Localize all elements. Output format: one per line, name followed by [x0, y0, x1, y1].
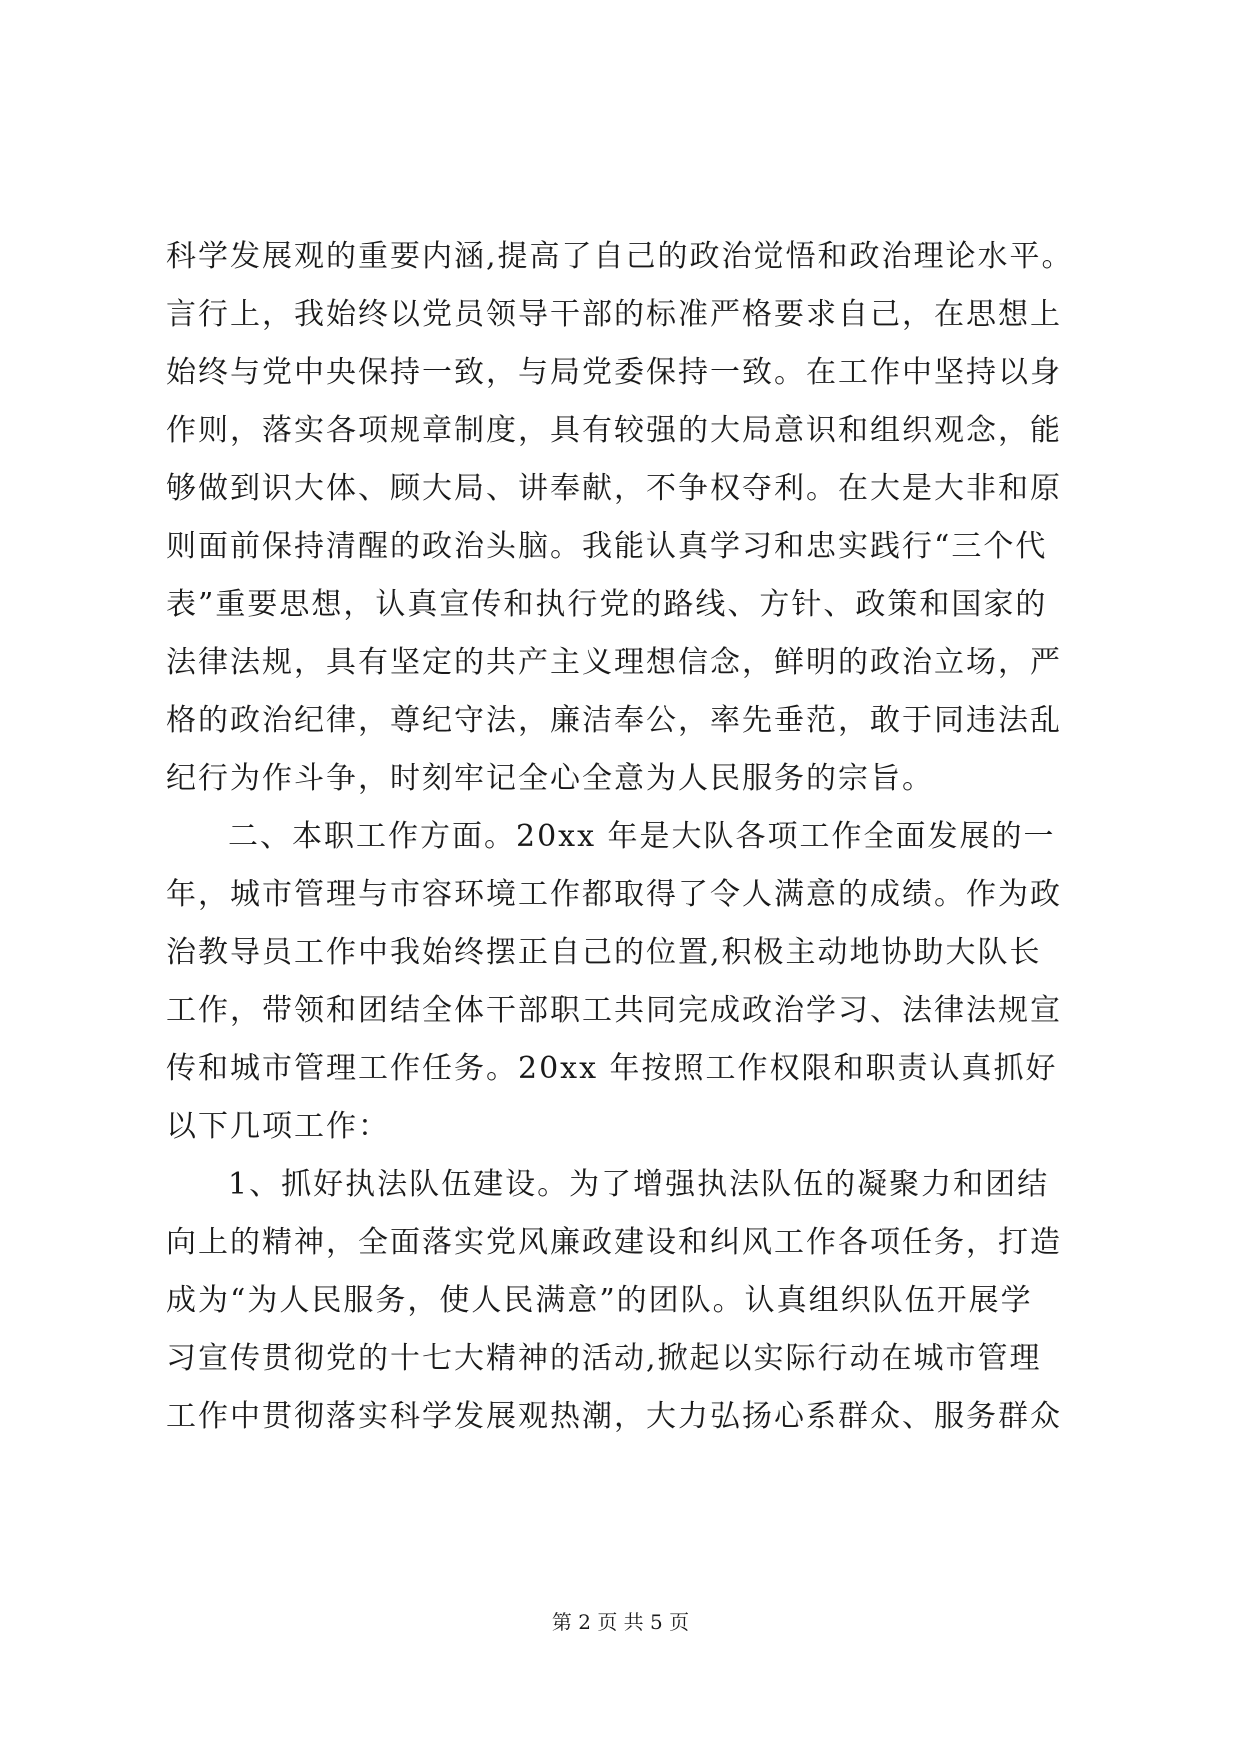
text-line: 表”重要思想，认真宣传和执行党的路线、方针、政策和国家的 — [166, 587, 1048, 622]
text-line: 法律法规，具有坚定的共产主义理想信念，鲜明的政治立场，严 — [166, 645, 1062, 680]
text-line: 以下几项工作： — [166, 1109, 390, 1144]
page-footer — [0, 1608, 1241, 1636]
text-line: 言行上，我始终以党员领导干部的标准严格要求自己，在思想上 — [166, 297, 1062, 332]
text-line: 成为“为人民服务，使人民满意”的团队。认真组织队伍开展学 — [166, 1283, 1033, 1318]
text-line: 二、本职工作方面。20xx 年是大队各项工作全面发展的一 — [228, 819, 1056, 854]
text-line: 够做到识大体、顾大局、讲奉献，不争权夺利。在大是大非和原 — [166, 471, 1062, 506]
text-line: 则面前保持清醒的政治头脑。我能认真学习和忠实践行“三个代 — [166, 529, 1048, 564]
paragraph — [166, 228, 1086, 808]
text-line: 纪行为作斗争，时刻牢记全心全意为人民服务的宗旨。 — [166, 761, 934, 796]
text-line: 向上的精神，全面落实党风廉政建设和纠风工作各项任务，打造 — [166, 1225, 1062, 1260]
text-line: 作则，落实各项规章制度，具有较强的大局意识和组织观念，能 — [166, 413, 1062, 448]
text-line: 始终与党中央保持一致，与局党委保持一致。在工作中坚持以身 — [166, 355, 1062, 390]
page-indicator: 第 2 页 共 5 页 — [551, 1610, 690, 1634]
text-line: 习宣传贯彻党的十七大精神的活动,掀起以实际行动在城市管理 — [166, 1341, 1042, 1376]
text-line: 科学发展观的重要内涵,提高了自己的政治觉悟和政治理论水平。 — [166, 239, 1074, 274]
document-body — [166, 228, 1086, 1446]
text-line: 治教导员工作中我始终摆正自己的位置,积极主动地协助大队长 — [166, 935, 1042, 970]
text-line: 工作，带领和团结全体干部职工共同完成政治学习、法律法规宣 — [166, 993, 1062, 1028]
paragraph — [166, 808, 1086, 1156]
text-line: 年，城市管理与市容环境工作都取得了令人满意的成绩。作为政 — [166, 877, 1062, 912]
text-line: 格的政治纪律，尊纪守法，廉洁奉公，率先垂范，敢于同违法乱 — [166, 703, 1062, 738]
text-line: 传和城市管理工作任务。20xx 年按照工作权限和职责认真抓好 — [166, 1051, 1058, 1086]
text-line: 1、抓好执法队伍建设。为了增强执法队伍的凝聚力和团结 — [228, 1167, 1050, 1202]
text-line: 工作中贯彻落实科学发展观热潮，大力弘扬心系群众、服务群众 — [166, 1399, 1062, 1434]
paragraph — [166, 1156, 1086, 1446]
